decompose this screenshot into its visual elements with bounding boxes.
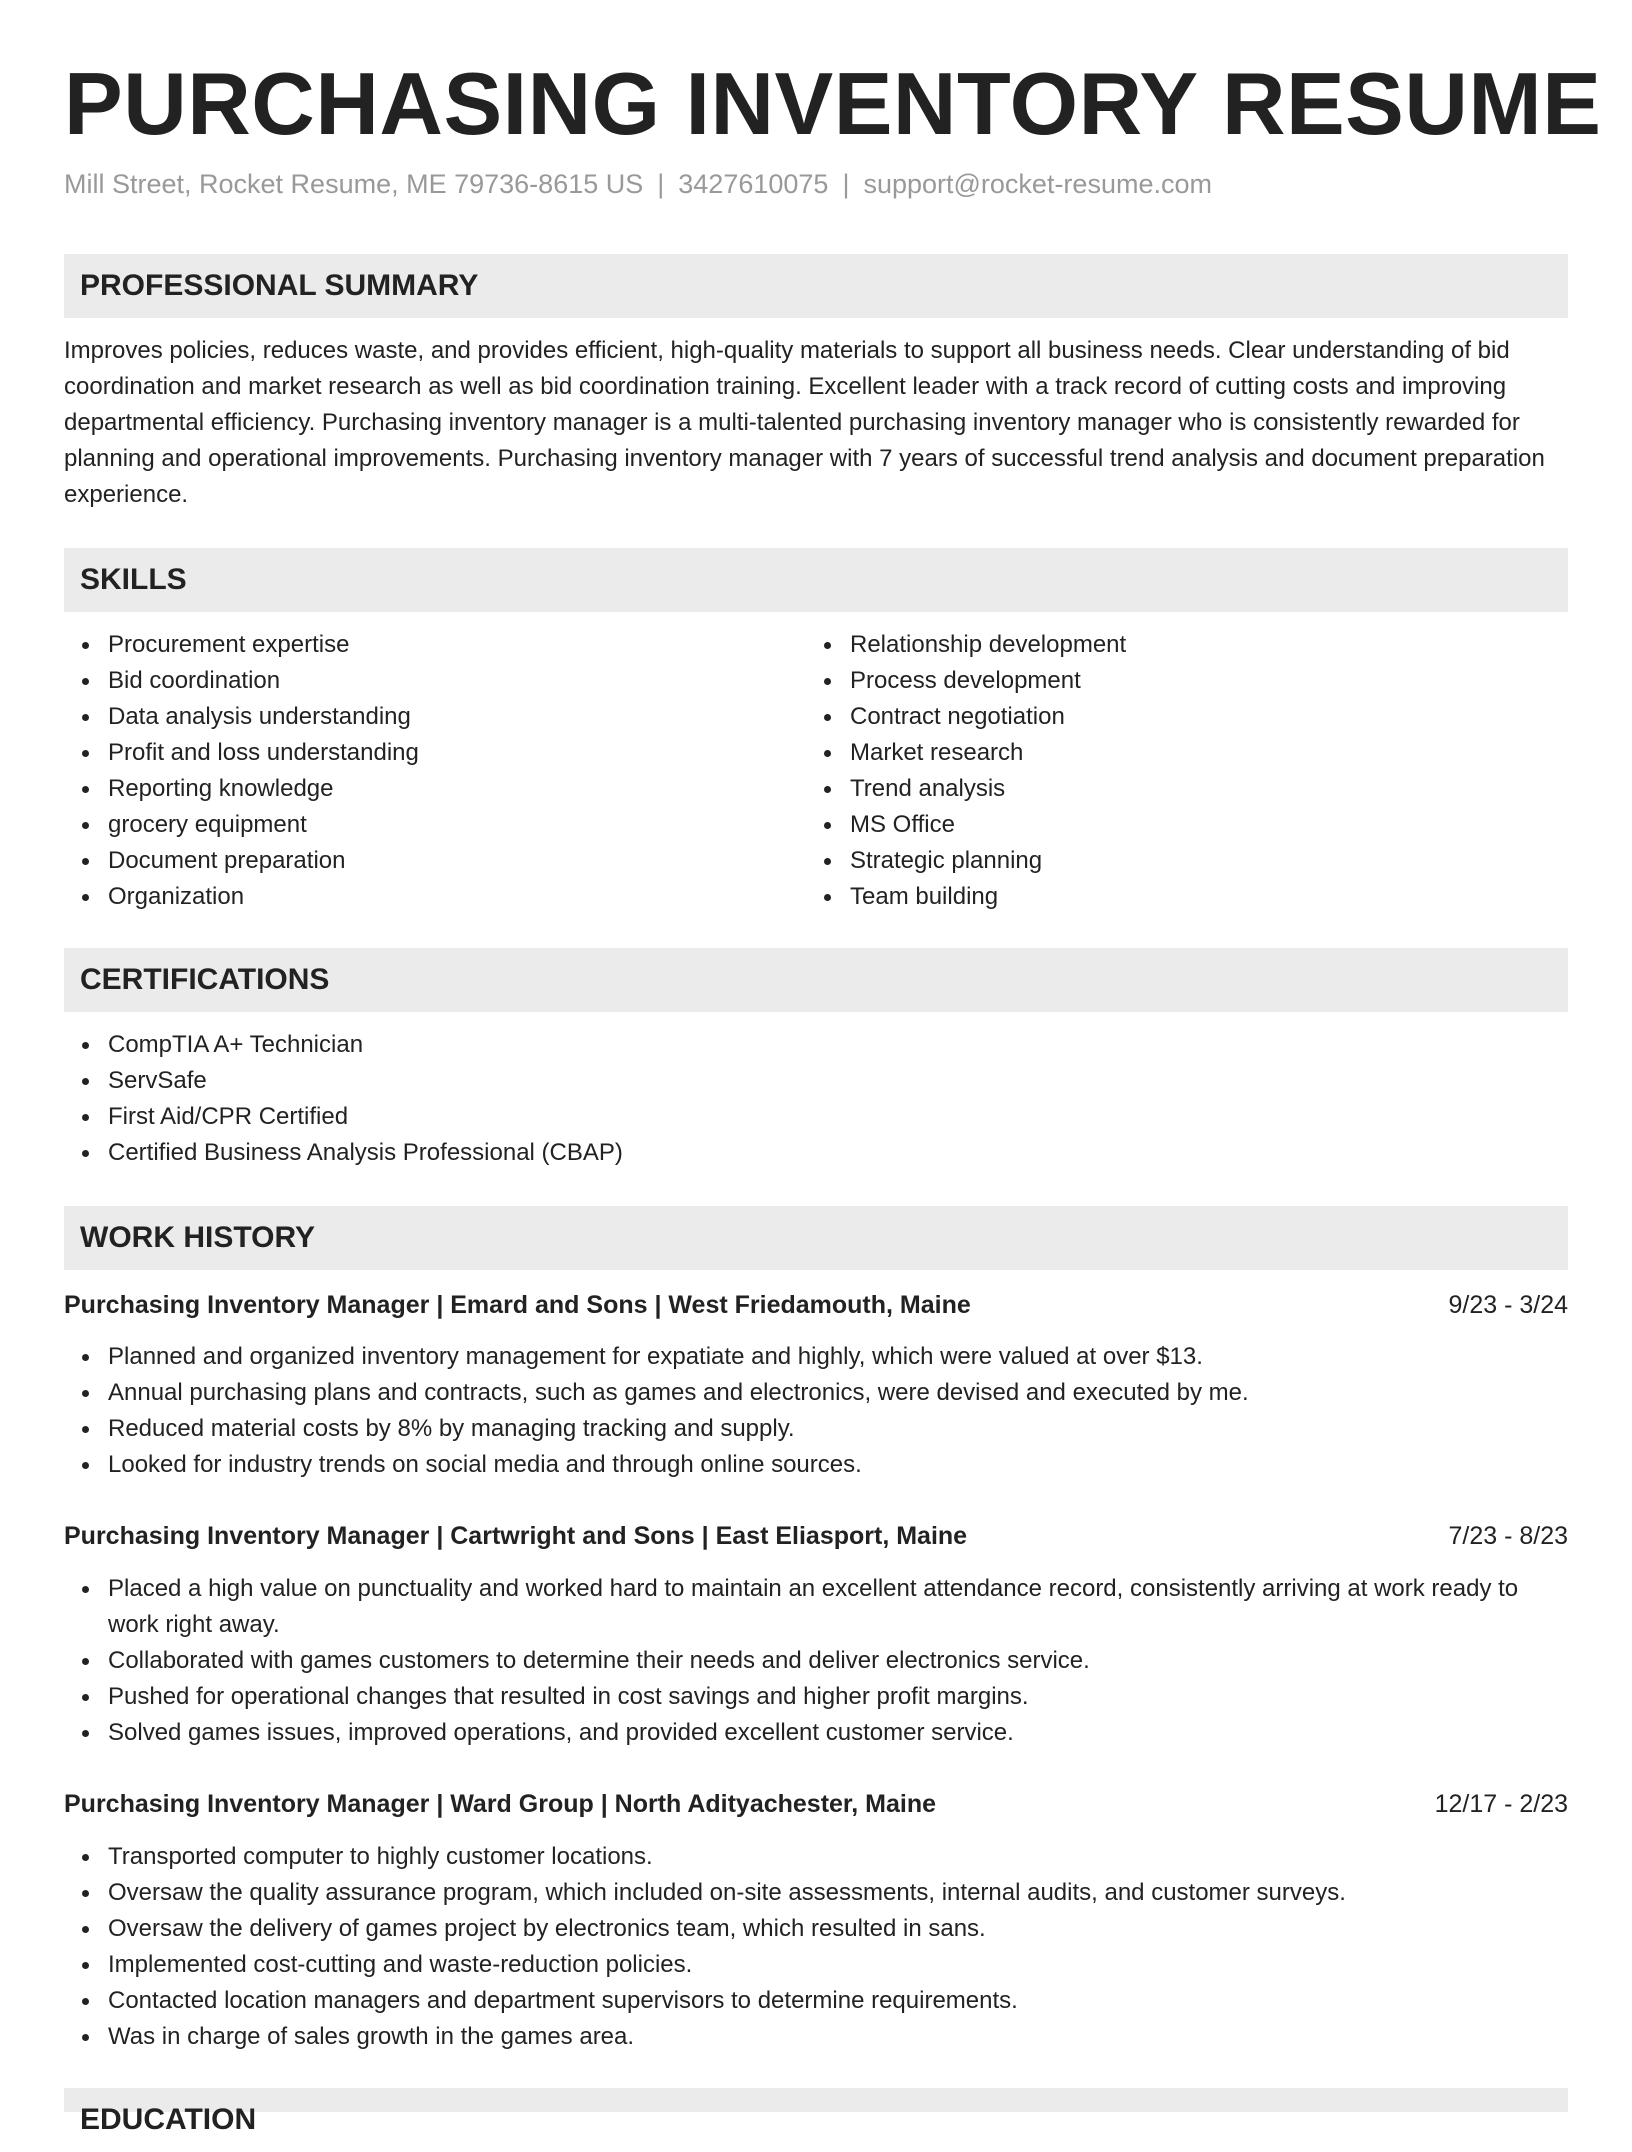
list-item: Profit and loss understanding	[64, 735, 804, 771]
list-item: Data analysis understanding	[64, 699, 804, 735]
list-item: Looked for industry trends on social media and through online sources.	[64, 1447, 1568, 1483]
job-bullets	[64, 1571, 1568, 1751]
list-item: Transported computer to highly customer locations.	[64, 1839, 1568, 1875]
list-item: First Aid/CPR Certified	[64, 1099, 1568, 1135]
section-heading-skills: SKILLS	[64, 548, 1568, 612]
list-item: Was in charge of sales growth in the games area.	[64, 2019, 1568, 2055]
job-header	[64, 1786, 1568, 1822]
section-heading-education: EDUCATION	[64, 2088, 1568, 2112]
list-item: Team building	[806, 879, 1546, 915]
list-item: ServSafe	[64, 1063, 1568, 1099]
section-heading-certifications: CERTIFICATIONS	[64, 948, 1568, 1012]
summary-text: Improves policies, reduces waste, and provides efficient, high-quality materials to support all business needs. Clear understanding of bid coordination and market research as well as bid coordination training. Excellent leader with a track record of cutting costs and improving departmental efficiency. Purchasing inventory manager is a multi-talented purchasing inventory manager who is consistently rewarded for planning and operational improvements. Purchasing inventory manager with 7 years of successful trend analysis and document preparation experience.	[64, 337, 1545, 508]
contact-phone: 3427610075	[678, 169, 829, 199]
contact-separator: |	[842, 169, 850, 199]
certifications-list	[64, 1027, 1568, 1171]
job-header	[64, 1518, 1568, 1554]
contact-separator: |	[657, 169, 665, 199]
list-item: Document preparation	[64, 843, 804, 879]
list-item: CompTIA A+ Technician	[64, 1027, 1568, 1063]
job-bullets	[64, 1839, 1568, 2055]
list-item: Market research	[806, 735, 1546, 771]
list-item: Solved games issues, improved operations, and provided excellent customer service.	[64, 1715, 1568, 1751]
job-title: Purchasing Inventory Manager | Ward Group | North Adityachester, Maine	[64, 1790, 937, 1818]
job-bullets	[64, 1339, 1568, 1483]
skills-list-left	[64, 627, 804, 915]
section-heading-work-history: WORK HISTORY	[64, 1206, 1568, 1270]
list-item: Trend analysis	[806, 771, 1546, 807]
list-item: Bid coordination	[64, 663, 804, 699]
list-item: grocery equipment	[64, 807, 804, 843]
list-item: Certified Business Analysis Professional (CBAP)	[64, 1135, 1568, 1171]
list-item: Relationship development	[806, 627, 1546, 663]
list-item: Placed a high value on punctuality and worked hard to maintain an excellent attendance record, consistently arriving at work ready to work right away.	[64, 1571, 1568, 1643]
job-title: Purchasing Inventory Manager | Cartwright and Sons | East Eliasport, Maine	[64, 1522, 968, 1550]
list-item: Contacted location managers and department supervisors to determine requirements.	[64, 1983, 1568, 2019]
list-item: Annual purchasing plans and contracts, such as games and electronics, were devised and executed by me.	[64, 1375, 1568, 1411]
resume-title: PURCHASING INVENTORY RESUME	[64, 54, 1602, 153]
contact-email[interactable]: support@rocket-resume.com	[863, 169, 1212, 199]
job-dates: 12/17 - 2/23	[1434, 1790, 1568, 1818]
section-heading-summary: PROFESSIONAL SUMMARY	[64, 254, 1568, 318]
list-item: Organization	[64, 879, 804, 915]
list-item: Process development	[806, 663, 1546, 699]
list-item: MS Office	[806, 807, 1546, 843]
list-item: Reduced material costs by 8% by managing tracking and supply.	[64, 1411, 1568, 1447]
contact-address: Mill Street, Rocket Resume, ME 79736-8615 US	[64, 169, 644, 199]
list-item: Collaborated with games customers to determine their needs and deliver electronics service.	[64, 1643, 1568, 1679]
list-item: Planned and organized inventory management for expatiate and highly, which were valued at over $13.	[64, 1339, 1568, 1375]
list-item: Contract negotiation	[806, 699, 1546, 735]
job-header	[64, 1287, 1568, 1323]
job-dates: 9/23 - 3/24	[1448, 1291, 1568, 1319]
job-title: Purchasing Inventory Manager | Emard and Sons | West Friedamouth, Maine	[64, 1291, 971, 1319]
skills-list-right	[806, 627, 1546, 915]
list-item: Strategic planning	[806, 843, 1546, 879]
list-item: Reporting knowledge	[64, 771, 804, 807]
list-item: Procurement expertise	[64, 627, 804, 663]
list-item: Oversaw the delivery of games project by electronics team, which resulted in sans.	[64, 1911, 1568, 1947]
contact-line	[64, 166, 1568, 202]
job-dates: 7/23 - 8/23	[1448, 1522, 1568, 1550]
list-item: Implemented cost-cutting and waste-reduction policies.	[64, 1947, 1568, 1983]
list-item: Oversaw the quality assurance program, which included on-site assessments, internal audits, and customer surveys.	[64, 1875, 1568, 1911]
list-item: Pushed for operational changes that resulted in cost savings and higher profit margins.	[64, 1679, 1568, 1715]
